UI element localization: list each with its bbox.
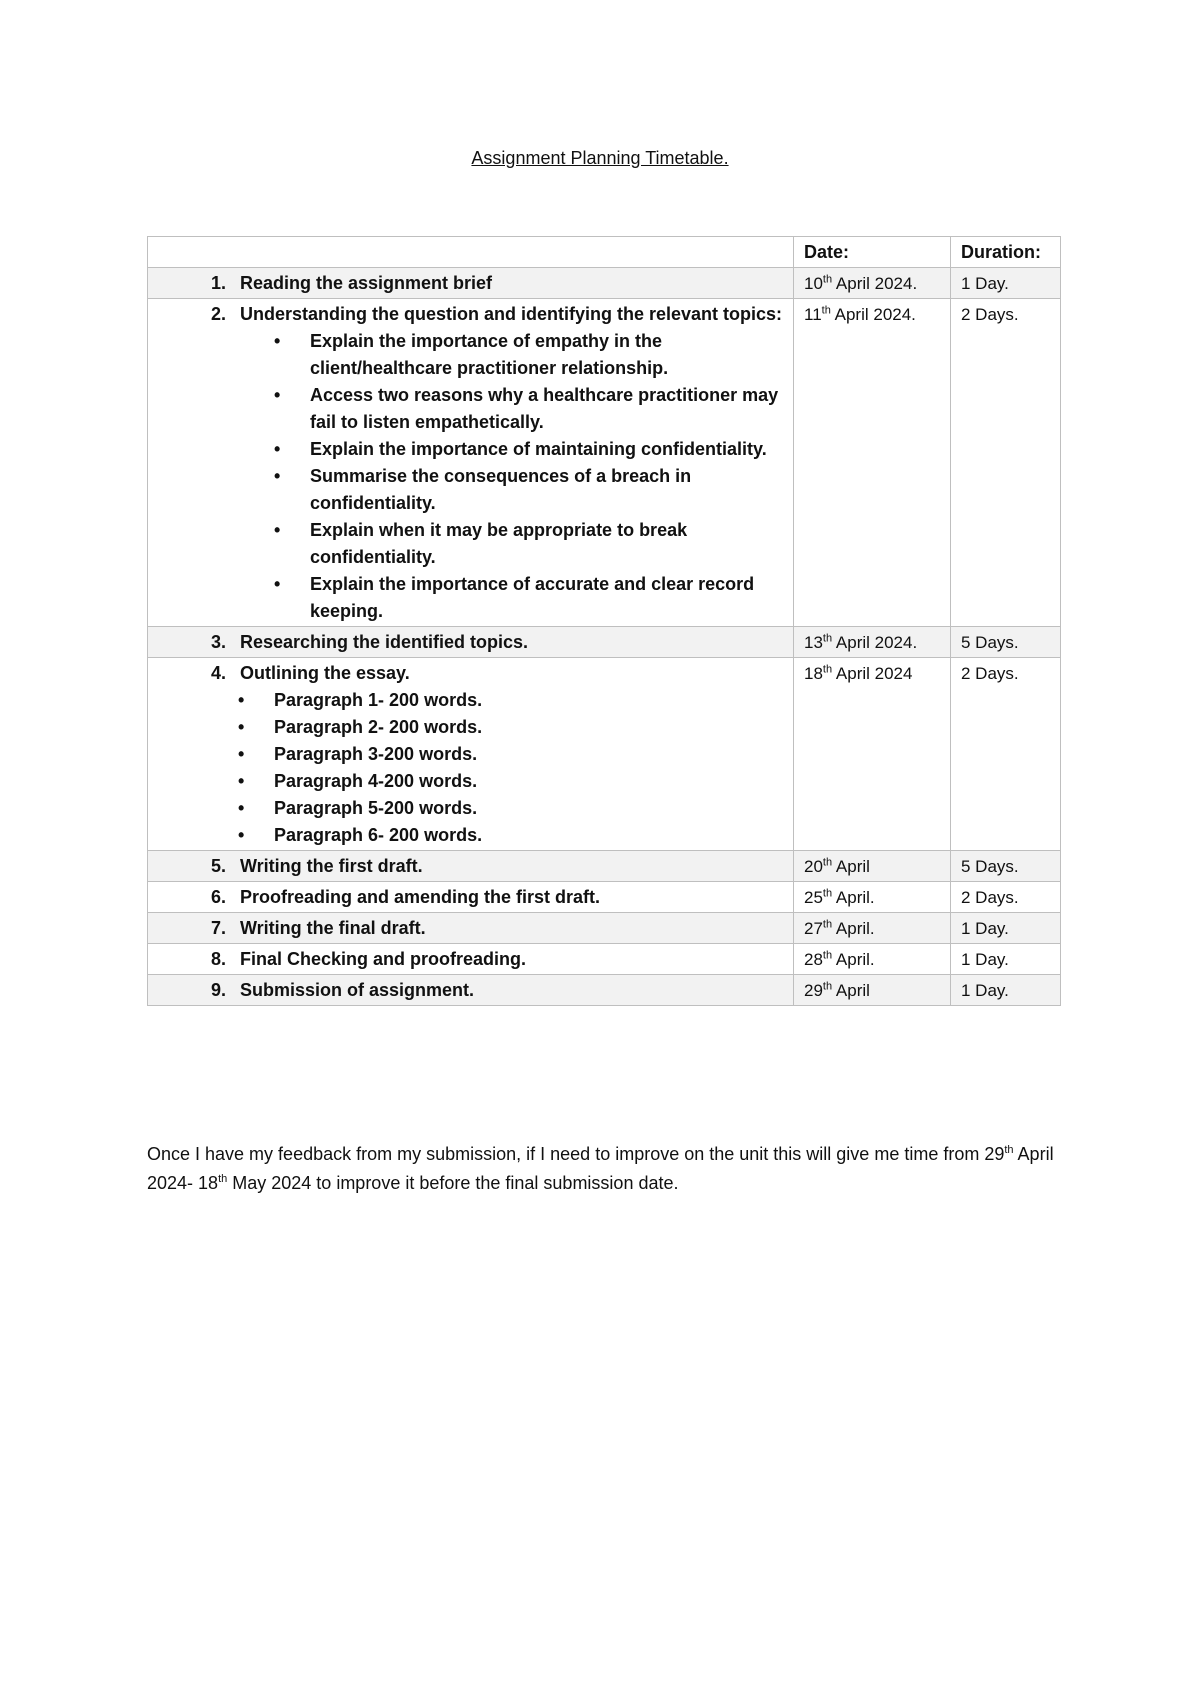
date-day: 11 [804,305,822,324]
date-ordinal: th [822,980,833,993]
task-heading [188,629,783,656]
list-item [188,795,783,822]
task-text: Researching the identified topics. [240,632,529,652]
date-rest: April. [832,950,875,969]
duration-cell: 5 Days. [951,627,1061,658]
date-cell [794,299,951,627]
bullet-icon: • [238,798,245,818]
list-item [188,382,783,436]
task-heading [188,884,783,911]
duration-cell: 1 Day. [951,913,1061,944]
date-ordinal: th [821,304,831,317]
date-ordinal: th [822,856,833,869]
task-heading [188,660,783,687]
list-item-text: Paragraph 3-200 words. [274,744,478,764]
date-cell [794,627,951,658]
task-heading [188,915,783,942]
bullet-icon: • [238,717,245,737]
list-item-text: Summarise the consequences of a breach in confidentiality. [310,466,692,513]
task-cell [148,851,794,882]
table-row [148,268,1061,299]
list-item [188,328,783,382]
bullet-icon: • [274,385,281,405]
date-cell [794,268,951,299]
bullet-icon: • [274,331,281,351]
list-item [188,741,783,768]
task-text: Writing the first draft. [240,856,423,876]
date-day: 13 [804,633,823,652]
date-cell [794,851,951,882]
date-cell [794,882,951,913]
date-rest: April [832,857,870,876]
date-day: 29 [804,981,823,1000]
task-text: Final Checking and proofreading. [240,949,527,969]
date-ordinal: th [822,887,833,900]
list-item-text: Explain the importance of maintaining confidentiality. [310,439,767,459]
table-row [148,658,1061,851]
list-item-text: Explain the importance of empathy in the client/healthcare practitioner relationship. [310,331,669,378]
task-heading [188,977,783,1004]
duration-cell: 1 Day. [951,944,1061,975]
list-item-text: Paragraph 5-200 words. [274,798,478,818]
table-row [148,913,1061,944]
task-cell [148,627,794,658]
bullet-icon: • [238,690,245,710]
date-ordinal: th [822,918,833,931]
date-cell [794,975,951,1006]
list-item-text: Explain the importance of accurate and clear record keeping. [310,574,755,621]
header-date: Date: [794,237,951,268]
task-number: 2. [210,304,226,324]
task-heading [188,946,783,973]
bullet-icon: • [274,520,281,540]
table-header-row [148,237,1061,268]
date-day: 18 [804,664,823,683]
task-cell [148,975,794,1006]
task-text: Reading the assignment brief [240,273,493,293]
bullet-icon: • [238,771,245,791]
duration-cell: 1 Day. [951,975,1061,1006]
table-row [148,944,1061,975]
list-item [188,822,783,849]
task-text: Writing the final draft. [240,918,426,938]
timetable-table [147,236,1061,1006]
duration-cell: 2 Days. [951,658,1061,851]
list-item [188,687,783,714]
list-item-text: Paragraph 2- 200 words. [274,717,483,737]
task-cell [148,913,794,944]
task-text: Submission of assignment. [240,980,475,1000]
date-ordinal: th [822,273,833,286]
list-item-text: Access two reasons why a healthcare practitioner may fail to listen empathetically. [310,385,779,432]
table-row [148,627,1061,658]
task-number: 6. [210,887,226,907]
task-number: 7. [210,918,226,938]
list-item-text: Explain when it may be appropriate to break confidentiality. [310,520,688,567]
duration-cell: 2 Days. [951,299,1061,627]
page-title: Assignment Planning Timetable. [471,148,729,168]
task-number: 8. [210,949,226,969]
note-text-1: Once I have my feedback from my submission, if I need to improve on the unit this will give me time from 29 [147,1144,1005,1164]
task-number: 4. [210,663,226,683]
task-cell [148,882,794,913]
bullet-icon: • [238,744,245,764]
date-day: 28 [804,950,823,969]
date-ordinal: th [822,949,833,962]
task-cell [148,268,794,299]
duration-cell: 1 Day. [951,268,1061,299]
table-row [148,851,1061,882]
note-text-2: April 2024- 18 [147,1144,1054,1193]
date-day: 20 [804,857,823,876]
list-item [188,517,783,571]
task-text: Proofreading and amending the first draft. [240,887,601,907]
list-item [188,571,783,625]
bullet-icon: • [274,466,281,486]
date-rest: April 2024. [832,633,918,652]
list-item-text: Paragraph 1- 200 words. [274,690,483,710]
duration-cell: 5 Days. [951,851,1061,882]
note-text-3: May 2024 to improve it before the final submission date. [227,1173,679,1193]
date-ordinal: th [822,663,833,676]
date-day: 27 [804,919,823,938]
date-cell [794,913,951,944]
list-item-text: Paragraph 4-200 words. [274,771,478,791]
date-rest: April. [832,919,875,938]
date-cell [794,658,951,851]
task-heading [188,270,783,297]
closing-note [147,1140,1067,1198]
duration-cell: 2 Days. [951,882,1061,913]
note-sup-1: th [1004,1144,1014,1156]
bullet-icon: • [274,439,281,459]
date-cell [794,944,951,975]
table-row [148,975,1061,1006]
task-number: 1. [210,273,226,293]
task-number: 9. [210,980,226,1000]
date-ordinal: th [822,632,833,645]
table-row [148,882,1061,913]
date-rest: April 2024. [830,305,916,324]
list-item-text: Paragraph 6- 200 words. [274,825,483,845]
subtask-list [188,328,783,625]
header-duration: Duration: [951,237,1061,268]
subtask-list [188,687,783,849]
task-cell [148,944,794,975]
task-number: 3. [210,632,226,652]
task-number: 5. [210,856,226,876]
table-row [148,299,1061,627]
note-sup-2: th [218,1173,228,1185]
date-day: 25 [804,888,823,907]
bullet-icon: • [238,825,245,845]
list-item [188,436,783,463]
task-text: Understanding the question and identifying the relevant topics: [240,304,783,324]
list-item [188,714,783,741]
date-rest: April 2024. [832,274,918,293]
task-text: Outlining the essay. [240,663,410,683]
date-rest: April [832,981,870,1000]
header-task [148,237,794,268]
date-rest: April 2024 [832,664,913,683]
date-rest: April. [832,888,875,907]
list-item [188,463,783,517]
list-item [188,768,783,795]
task-cell [148,658,794,851]
bullet-icon: • [274,574,281,594]
date-day: 10 [804,274,823,293]
task-heading [188,301,783,328]
task-cell [148,299,794,627]
task-heading [188,853,783,880]
